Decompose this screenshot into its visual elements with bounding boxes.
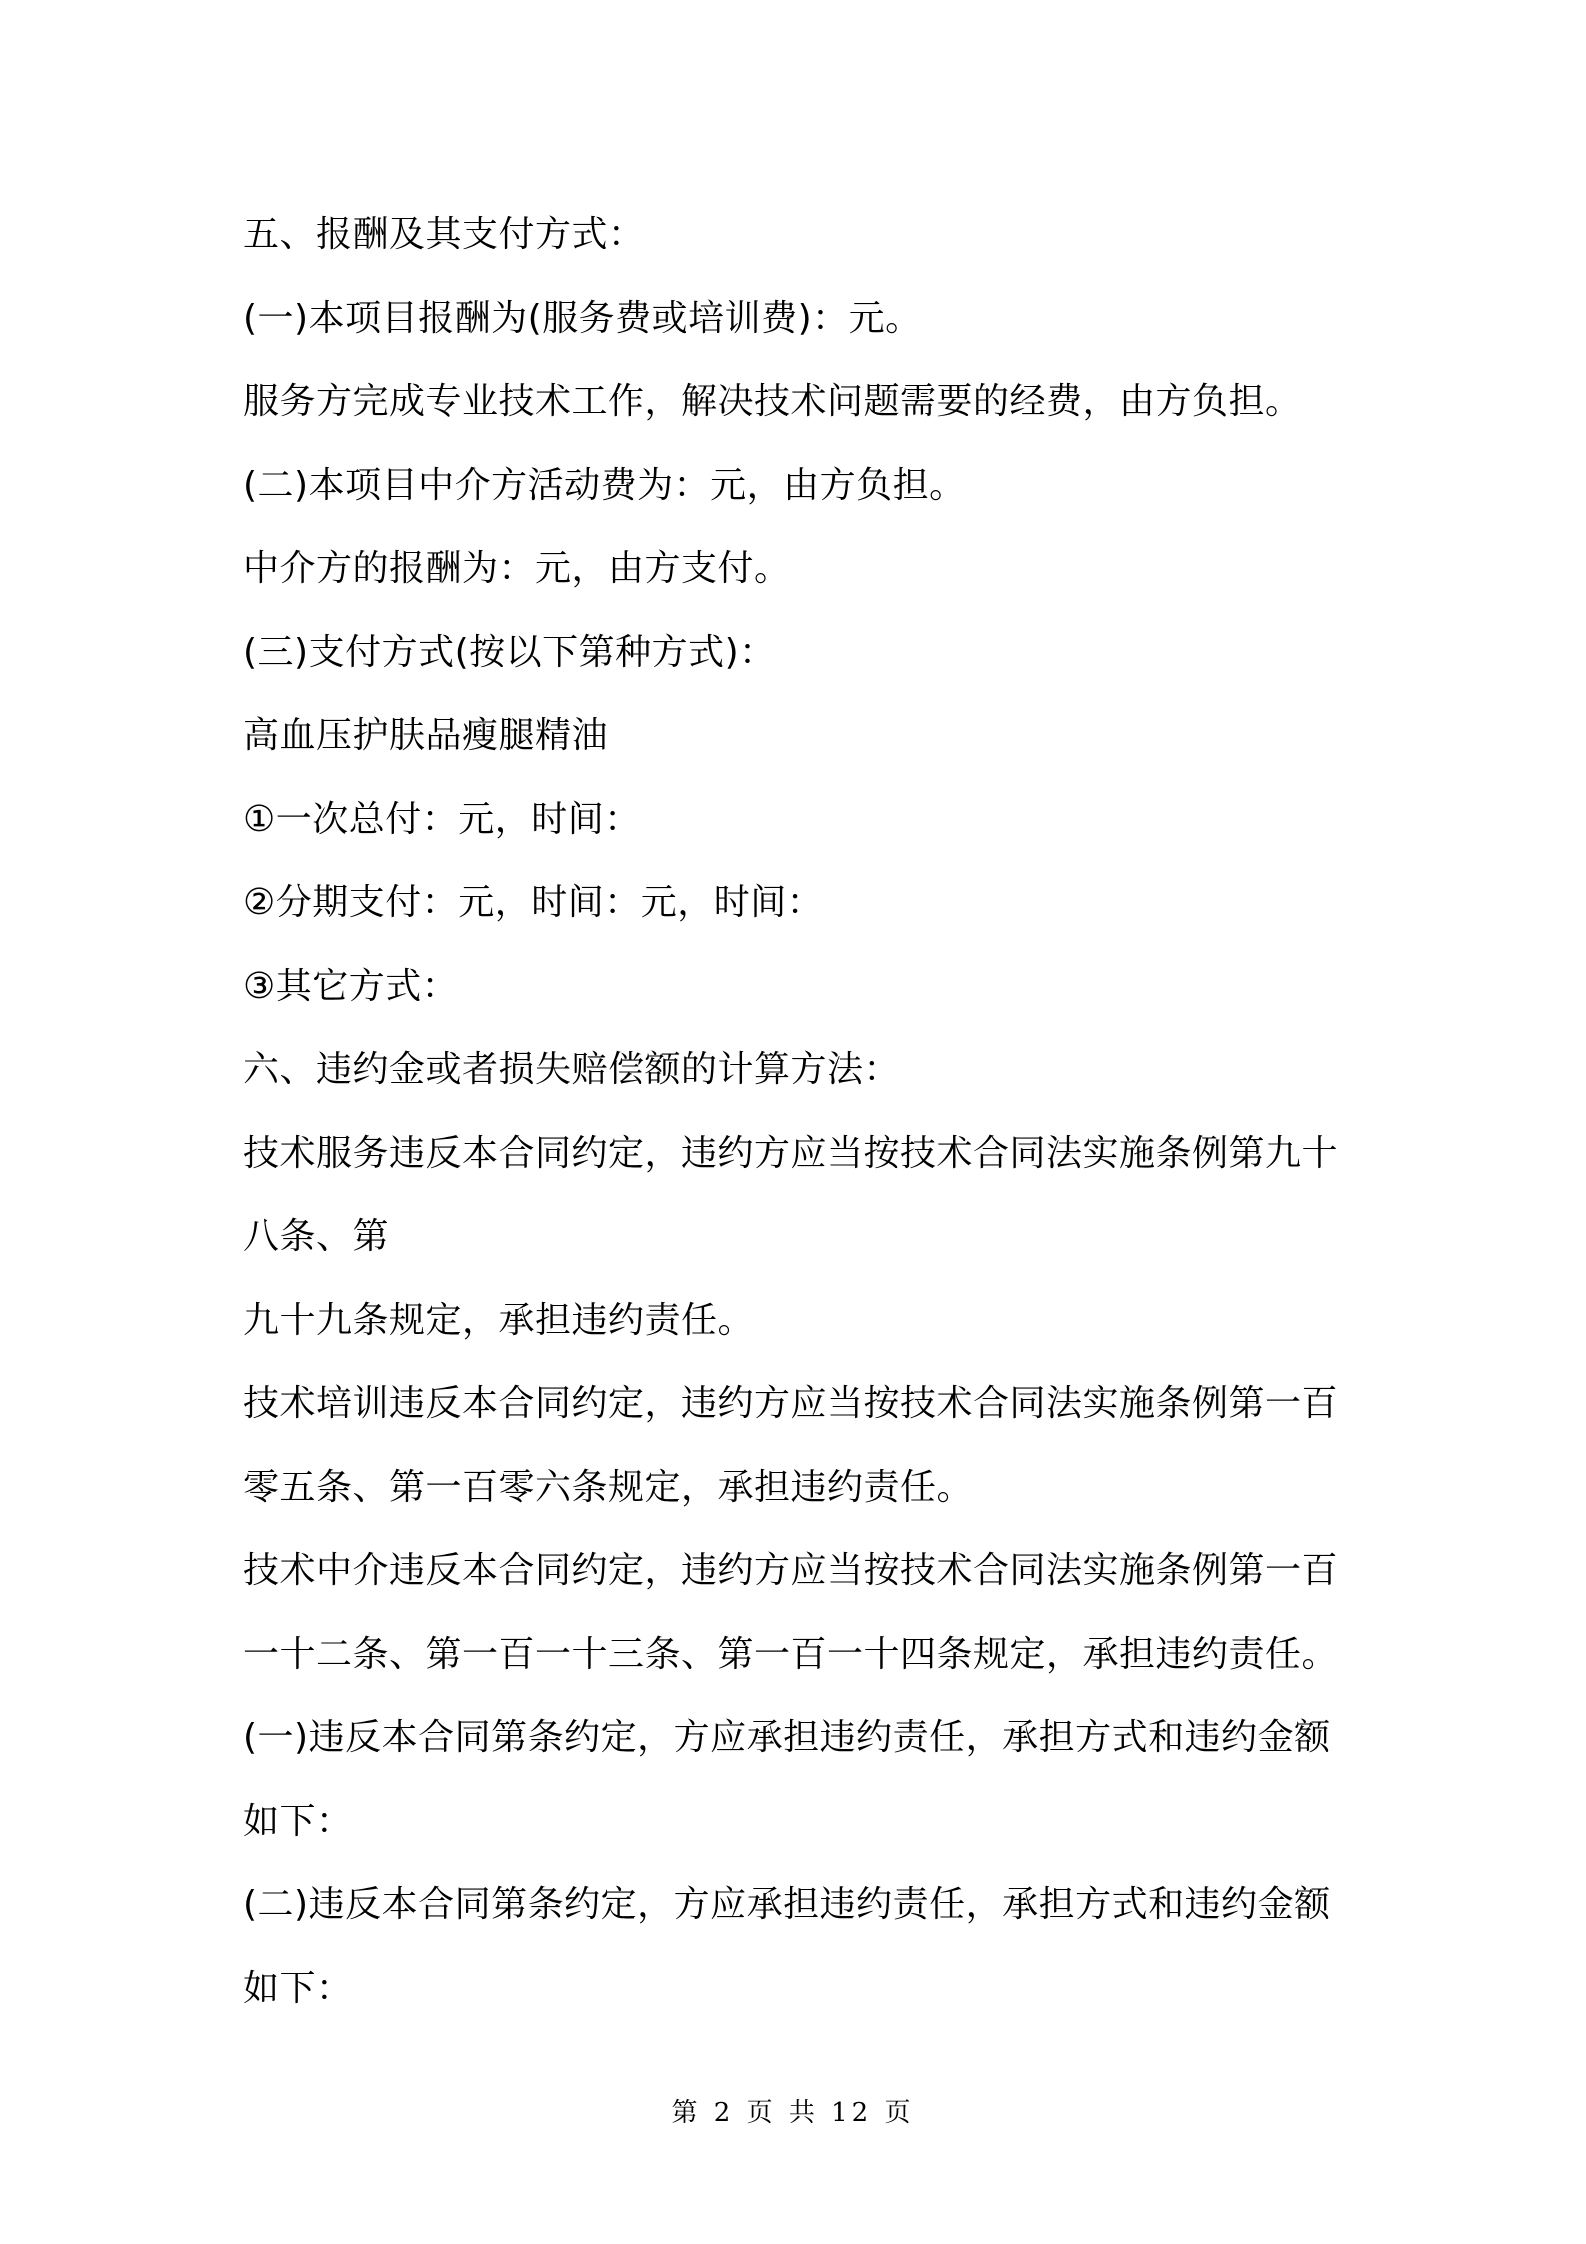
section-heading-6: 六、违约金或者损失赔偿额的计算方法： xyxy=(243,1049,901,1090)
paragraph-line: (二)本项目中介方活动费为：元，由方负担。 xyxy=(243,464,966,506)
paragraph-line: ②分期支付：元，时间：元，时间： xyxy=(243,882,824,923)
paragraph-line: 九十九条规定，承担违约责任。 xyxy=(243,1299,755,1341)
paragraph-line: (二)违反本合同第条约定，方应承担违约责任，承担方式和违约金额 xyxy=(243,1884,1331,1925)
paragraph-line: ③其它方式： xyxy=(243,965,459,1007)
paragraph-line: 技术中介违反本合同约定，违约方应当按技术合同法实施条例第一百 xyxy=(243,1550,1339,1591)
section-heading-5: 五、报酬及其支付方式： xyxy=(243,214,645,255)
paragraph-line: 技术培训违反本合同约定，违约方应当按技术合同法实施条例第一百 xyxy=(243,1383,1339,1424)
paragraph-line: ①一次总付：元，时间： xyxy=(243,798,641,840)
paragraph-line: 一十二条、第一百一十三条、第一百一十四条规定，承担违约责任。 xyxy=(243,1633,1339,1675)
paragraph-line: 中介方的报酬为：元，由方支付。 xyxy=(243,548,791,589)
paragraph-line: 如下： xyxy=(243,1800,353,1842)
page-number-footer: 第 2 页 共 12 页 xyxy=(671,2098,915,2128)
paragraph-line: 如下： xyxy=(243,1967,353,2009)
paragraph-line: 八条、第 xyxy=(243,1216,390,1257)
paragraph-line: (三)支付方式(按以下第种方式)： xyxy=(243,631,776,673)
document-body xyxy=(243,193,1363,2030)
paragraph-line: 技术服务违反本合同约定，违约方应当按技术合同法实施条例第九十 xyxy=(243,1132,1339,1174)
paragraph-line: 高血压护肤品瘦腿精油 xyxy=(243,715,609,756)
paragraph-line: (一)违反本合同第条约定，方应承担违约责任，承担方式和违约金额 xyxy=(243,1717,1331,1758)
paragraph-line: 服务方完成专业技术工作，解决技术问题需要的经费，由方负担。 xyxy=(243,381,1302,422)
paragraph-line: 零五条、第一百零六条规定，承担违约责任。 xyxy=(243,1466,974,1508)
paragraph-line: (一)本项目报酬为(服务费或培训费)：元。 xyxy=(243,297,922,339)
